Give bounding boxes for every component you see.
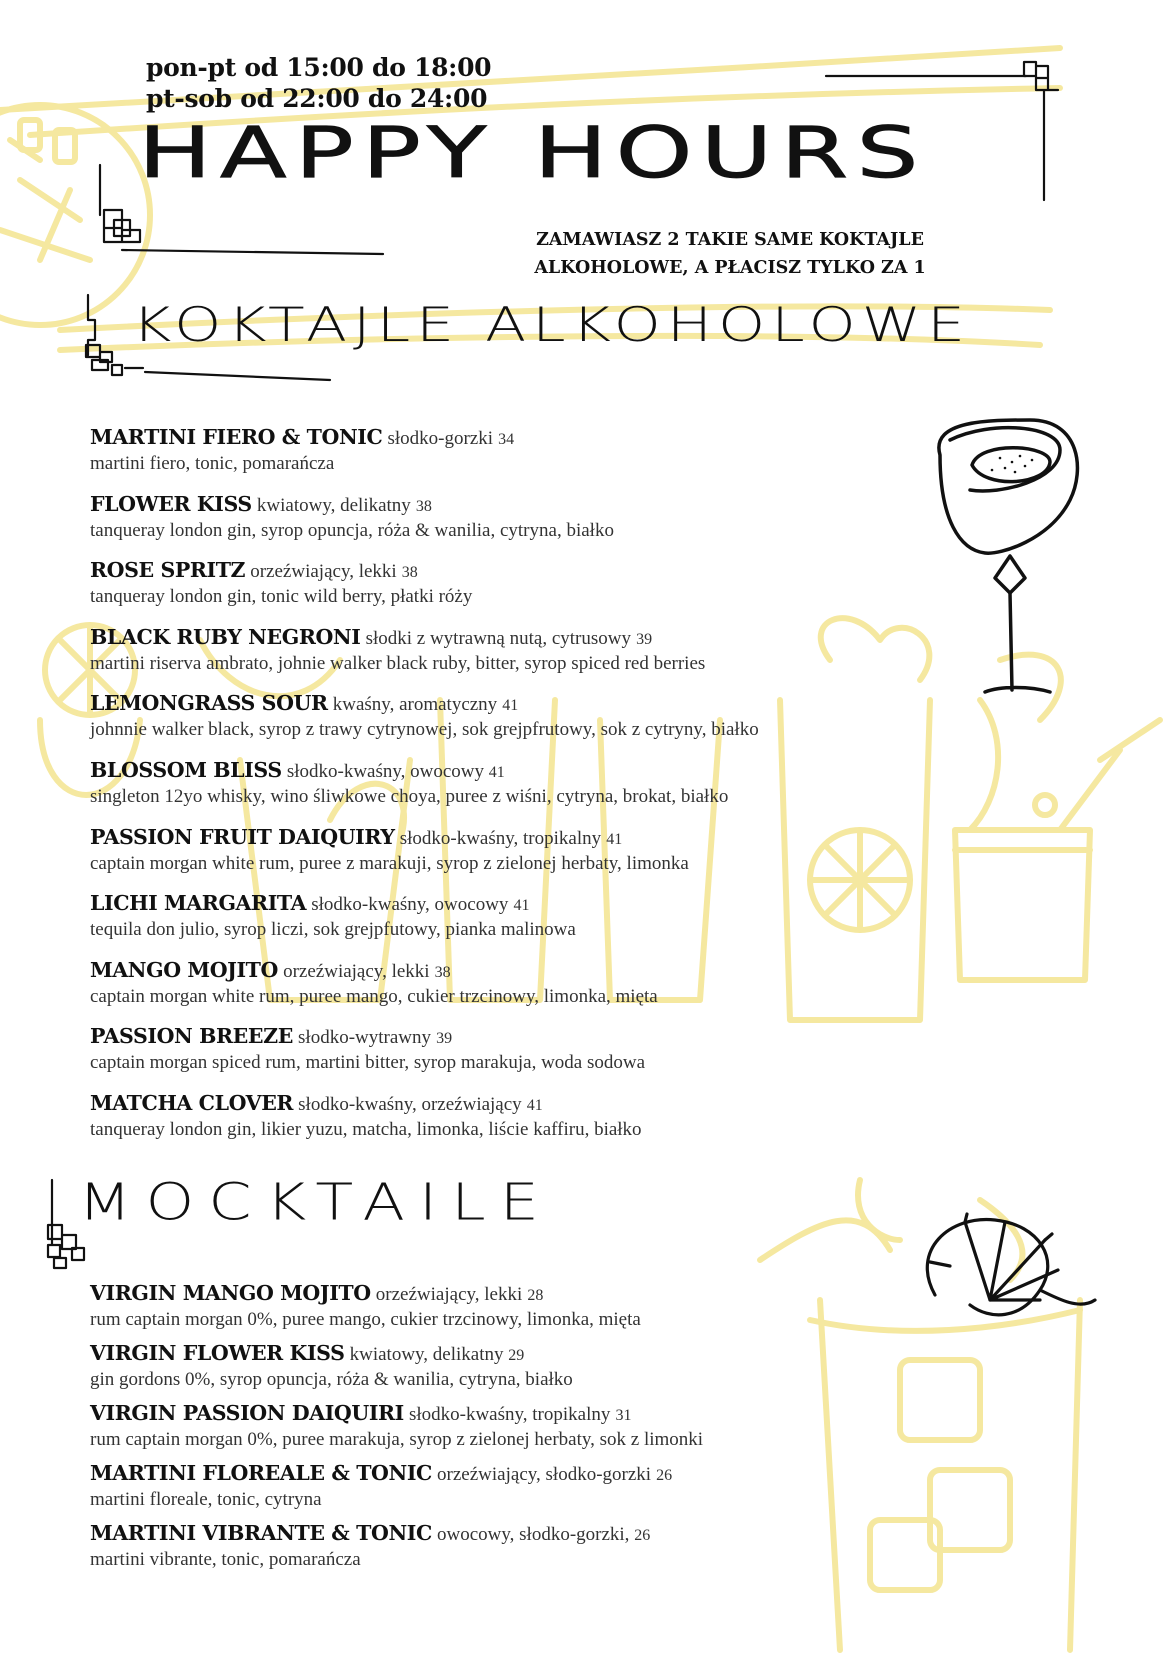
item-ingredients: rum captain morgan 0%, puree mango, cukier trzcinowy, limonka, mięta (90, 1309, 641, 1330)
item-name: MANGO MOJITO (90, 957, 278, 982)
item-price: 31 (615, 1407, 632, 1424)
item-name: ROSE SPRITZ (90, 558, 246, 583)
martini-glass-icon (939, 420, 1078, 692)
menu-item (90, 1520, 703, 1580)
menu-item (90, 1400, 703, 1460)
menu-item (90, 757, 759, 824)
item-taste: orzeźwiający, lekki (250, 561, 397, 583)
menu-item (90, 957, 759, 1024)
item-name: MATCHA CLOVER (90, 1090, 294, 1115)
item-ingredients: tanqueray london gin, syrop opuncja, róża & wanilia, cytryna, białko (90, 519, 614, 541)
item-price: 38 (434, 963, 451, 981)
item-taste: słodko-kwaśny, owocowy (311, 894, 509, 916)
item-ingredients: rum captain morgan 0%, puree marakuja, syrop z zielonej herbaty, sok z limonki (90, 1429, 704, 1450)
item-price: 41 (526, 1096, 543, 1114)
item-name: VIRGIN MANGO MOJITO (90, 1281, 371, 1305)
menu-item (90, 424, 759, 491)
item-price: 38 (401, 564, 418, 582)
item-name: VIRGIN PASSION DAIQUIRI (90, 1401, 404, 1425)
item-taste: słodko-wytrawny (298, 1027, 431, 1049)
promo-text: ZAMAWIASZ 2 TAKIE SAME KOKTAJLE ALKOHOLOWE, A PŁACISZ TYLKO ZA 1 (534, 230, 926, 278)
menu-item (90, 1280, 703, 1340)
item-name: VIRGIN FLOWER KISS (90, 1341, 345, 1365)
item-price: 39 (636, 630, 653, 648)
menu-item (90, 1090, 759, 1157)
item-price: 38 (415, 497, 432, 515)
item-taste: słodko-kwaśny, tropikalny (399, 827, 602, 849)
item-ingredients: gin gordons 0%, syrop opuncja, róża & wanilia, cytryna, białko (90, 1369, 573, 1390)
item-ingredients: tanqueray london gin, tonic wild berry, płatki róży (90, 586, 473, 608)
item-name: MARTINI VIBRANTE & TONIC (90, 1521, 432, 1545)
item-price: 41 (513, 897, 530, 915)
item-price: 41 (606, 830, 623, 848)
item-taste: kwiatowy, delikatny (349, 1344, 509, 1365)
item-name: PASSION FRUIT DAIQUIRY (90, 824, 395, 849)
section-title-cocktails: KOKTAJLE ALKOHOLOWE (132, 298, 971, 353)
happy-hours-schedule (146, 52, 491, 114)
item-name: BLACK RUBY NEGRONI (90, 624, 361, 649)
highball-glass-icon (780, 618, 1061, 1020)
item-taste: słodko-kwaśny, owocowy (286, 760, 489, 782)
menu-item (90, 624, 759, 691)
menu-item (90, 491, 759, 558)
item-name: LICHI MARGARITA (90, 891, 307, 916)
highball-glass-bottom (760, 1180, 1080, 1650)
item-price: 26 (634, 1527, 651, 1544)
menu-item (90, 557, 759, 624)
item-taste: kwiatowy, delikatny (256, 494, 411, 516)
item-ingredients: johnnie walker black, syrop z trawy cytrynowej, sok grejpfrutowy, sok z cytryny, białko (90, 719, 759, 741)
item-price: 41 (488, 763, 505, 781)
schedule-weekend: pt-sob od 22:00 do 24:00 (146, 84, 488, 113)
item-ingredients: martini vibrante, tonic, pomarańcza (90, 1549, 361, 1570)
item-name: LEMONGRASS SOUR (90, 691, 328, 716)
item-ingredients: captain morgan white rum, puree z marakuji, syrop z zielonej herbaty, limonka (90, 852, 689, 874)
item-price: 29 (508, 1347, 525, 1364)
item-ingredients: martini riserva ambrato, johnie walker black ruby, bitter, syrop spiced red berries (90, 652, 706, 674)
section-title-mocktails: MOCKTAILE (78, 1172, 553, 1232)
item-price: 39 (436, 1030, 453, 1048)
item-ingredients: tequila don julio, syrop liczi, sok grejpfutowy, pianka malinowa (90, 919, 576, 941)
item-price: 34 (498, 431, 515, 448)
tumbler-glass-icon (955, 720, 1160, 980)
item-taste: słodko-kwaśny, orzeźwiający (298, 1093, 522, 1115)
item-ingredients: tanqueray london gin, likier yuzu, matcha, limonka, liście kaffiru, białko (90, 1118, 642, 1140)
item-taste: słodko-gorzki (387, 428, 494, 449)
item-price: 26 (656, 1467, 673, 1484)
lemon-wheel-icon (927, 1214, 1095, 1315)
lemon-slice-icon (0, 105, 150, 325)
item-ingredients: martini fiero, tonic, pomarańcza (90, 453, 335, 474)
item-taste: kwaśny, aromatyczny (332, 694, 498, 716)
page-title: HAPPY HOURS (138, 112, 927, 195)
item-taste: orzeźwiający, lekki (283, 960, 430, 982)
schedule-weekdays: pon-pt od 15:00 do 18:00 (146, 53, 492, 82)
item-taste: owocowy, słodko-gorzki, (437, 1524, 635, 1545)
item-name: FLOWER KISS (90, 491, 252, 516)
menu-item (90, 1340, 703, 1400)
menu-item (90, 1023, 759, 1090)
item-name: MARTINI FIERO & TONIC (90, 425, 383, 449)
menu-item (90, 1460, 703, 1520)
item-taste: słodko-kwaśny, tropikalny (408, 1404, 611, 1425)
mocktail-list (90, 1280, 703, 1580)
item-taste: orzeźwiający, słodko-gorzki (437, 1464, 652, 1485)
item-price: 28 (527, 1287, 544, 1304)
item-ingredients: captain morgan spiced rum, martini bitter, syrop marakuja, woda sodowa (90, 1052, 646, 1074)
item-name: BLOSSOM BLISS (90, 757, 282, 782)
cocktail-list (90, 424, 759, 1157)
menu-item (90, 690, 759, 757)
item-ingredients: singleton 12yo whisky, wino śliwkowe choya, puree z wiśni, cytryna, brokat, białko (90, 785, 729, 807)
item-ingredients: martini floreale, tonic, cytryna (90, 1489, 322, 1510)
item-taste: słodki z wytrawną nutą, cytrusowy (365, 627, 631, 649)
item-taste: orzeźwiający, lekki (375, 1284, 523, 1305)
item-price: 41 (502, 697, 519, 715)
item-ingredients: captain morgan white rum, puree mango, cukier trzcinowy, limonka, mięta (90, 985, 658, 1007)
menu-item (90, 890, 759, 957)
menu-item (90, 824, 759, 891)
item-name: PASSION BREEZE (90, 1024, 293, 1049)
item-name: MARTINI FLOREALE & TONIC (90, 1461, 432, 1485)
